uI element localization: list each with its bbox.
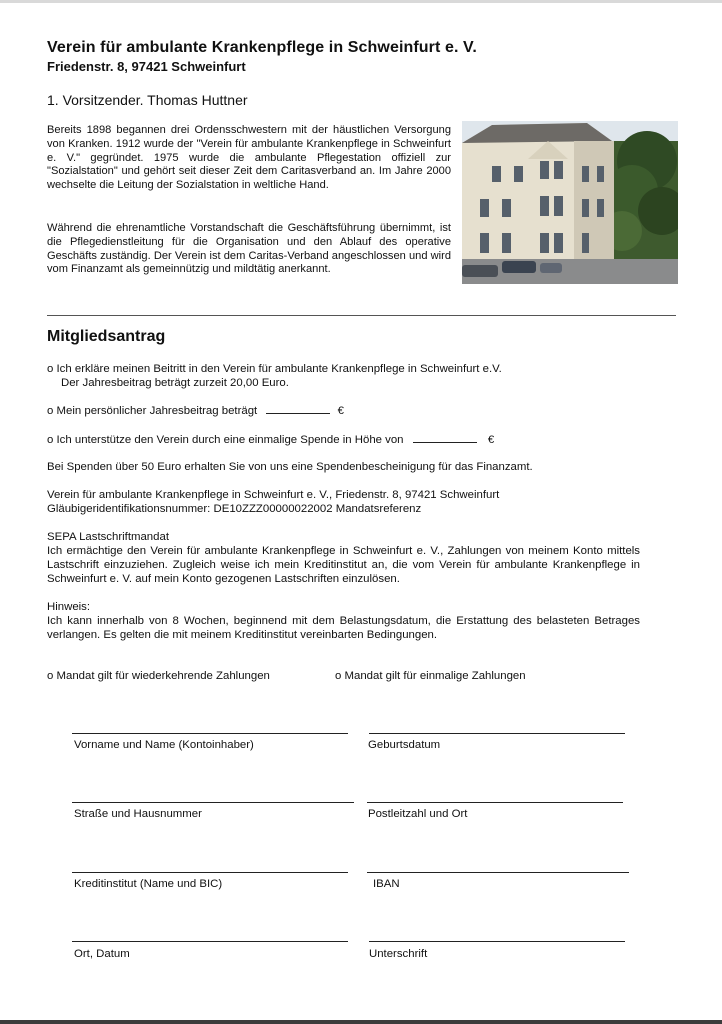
place-date-signature-line[interactable]	[72, 941, 348, 942]
place-date-field-label: Ort, Datum	[74, 948, 130, 960]
hint-text: Ich kann innerhalb von 8 Wochen, beginnend mit dem Belastungsdatum, die Erstattung des belasteten Betrages verlangen. Es gelten die mit meinem Kreditinstitut vereinbarten Bedingungen.	[47, 615, 640, 641]
personal-fee-field[interactable]	[266, 403, 330, 414]
mandate-single-option[interactable]: o Mandat gilt für einmalige Zahlungen	[335, 670, 526, 682]
currency-sign: €	[487, 434, 495, 446]
creditor-id: Gläubigeridentifikationsnummer: DE10ZZZ00000022002 Mandatsreferenz	[47, 503, 422, 515]
option-join[interactable]	[47, 362, 502, 376]
birthdate-signature-line[interactable]	[369, 733, 625, 734]
bank-signature-line[interactable]	[72, 872, 348, 873]
option-personal-fee[interactable]	[47, 403, 344, 418]
document-address: Friedenstr. 8, 97421 Schweinfurt	[47, 59, 246, 74]
iban-signature-line[interactable]	[367, 872, 629, 873]
building-photo-illustration	[462, 121, 678, 284]
name-field-label: Vorname und Name (Kontoinhaber)	[74, 739, 254, 751]
name-signature-line[interactable]	[72, 733, 348, 734]
donation-amount-field[interactable]	[413, 432, 477, 443]
street-field-label: Straße und Hausnummer	[74, 808, 202, 820]
intro-paragraph-history: Bereits 1898 begannen drei Ordensschwestern mit der häustlichen Versorgung von Kranken. 1912 wurde der "Verein für ambulante Krankenpflege in Schweinfurt e. V." gegründet. 1975 wurde die ambulante Pflegestation offiziell zur "Sozialstation" und gehört seit dieser Zeit dem Caritasverband an. Im Jahre 2000 wechselte die Leitung der Sozialstation in weltliche Hand.	[47, 124, 451, 192]
intro-paragraph-organisation: Während die ehrenamtliche Vorstandschaft die Geschäftsführung übernimmt, ist die Pflegedienstleitung für die Organisation und den Ablauf des operative Geschäfts zuständig. Der Verein ist dem Caritas-Verband angeschlossen und wird vom Finanzamt als gemeinnützig und mildtätig anerkannt.	[47, 222, 451, 276]
section-divider	[47, 315, 676, 316]
viewer-bottom-edge	[0, 1020, 722, 1024]
signature-field-label: Unterschrift	[369, 948, 428, 960]
creditor-address: Verein für ambulante Krankenpflege in Schweinfurt e. V., Friedenstr. 8, 97421 Schweinfurt	[47, 489, 500, 501]
currency-sign: €	[337, 405, 344, 417]
iban-field-label: IBAN	[373, 878, 400, 890]
signature-line[interactable]	[369, 941, 625, 942]
option-donation-label: o Ich unterstütze den Verein durch eine einmalige Spende in Höhe von	[47, 434, 404, 446]
annual-fee-note: Der Jahresbeitrag beträgt zurzeit 20,00 Euro.	[61, 377, 289, 389]
option-personal-fee-label: o Mein persönlicher Jahresbeitrag beträgt	[47, 405, 258, 417]
viewer-top-edge	[0, 0, 722, 3]
option-join-label: o Ich erkläre meinen Beitritt in den Verein für ambulante Krankenpflege in Schweinfurt e.V.	[47, 363, 502, 375]
donation-receipt-note: Bei Spenden über 50 Euro erhalten Sie von uns eine Spendenbescheinigung für das Finanzamt.	[47, 461, 533, 473]
street-signature-line[interactable]	[72, 802, 354, 803]
postcode-city-signature-line[interactable]	[367, 802, 623, 803]
postcode-city-field-label: Postleitzahl und Ort	[368, 808, 468, 820]
birthdate-field-label: Geburtsdatum	[368, 739, 441, 751]
option-donation[interactable]	[47, 432, 494, 447]
section-title-membership: Mitgliedsantrag	[47, 328, 166, 345]
chairman-line: 1. Vorsitzender. Thomas Huttner	[47, 92, 248, 108]
building-photo	[462, 121, 678, 284]
hint-title: Hinweis:	[47, 601, 91, 613]
mandate-recurring-option[interactable]: o Mandat gilt für wiederkehrende Zahlungen	[47, 670, 270, 682]
sepa-title: SEPA Lastschriftmandat	[47, 531, 169, 543]
bank-field-label: Kreditinstitut (Name und BIC)	[74, 878, 223, 890]
document-title: Verein für ambulante Krankenpflege in Schweinfurt e. V.	[47, 39, 477, 56]
sepa-mandate-text: Ich ermächtige den Verein für ambulante Krankenpflege in Schweinfurt e. V., Zahlungen von meinem Konto mittels Lastschrift einzuziehen. Zugleich weise ich mein Kreditinstitut an, die vom Verein für ambulante Krankenpflege in Schweinfurt e. V. auf mein Konto gezogenen Lastschriften einzulösen.	[47, 545, 640, 585]
